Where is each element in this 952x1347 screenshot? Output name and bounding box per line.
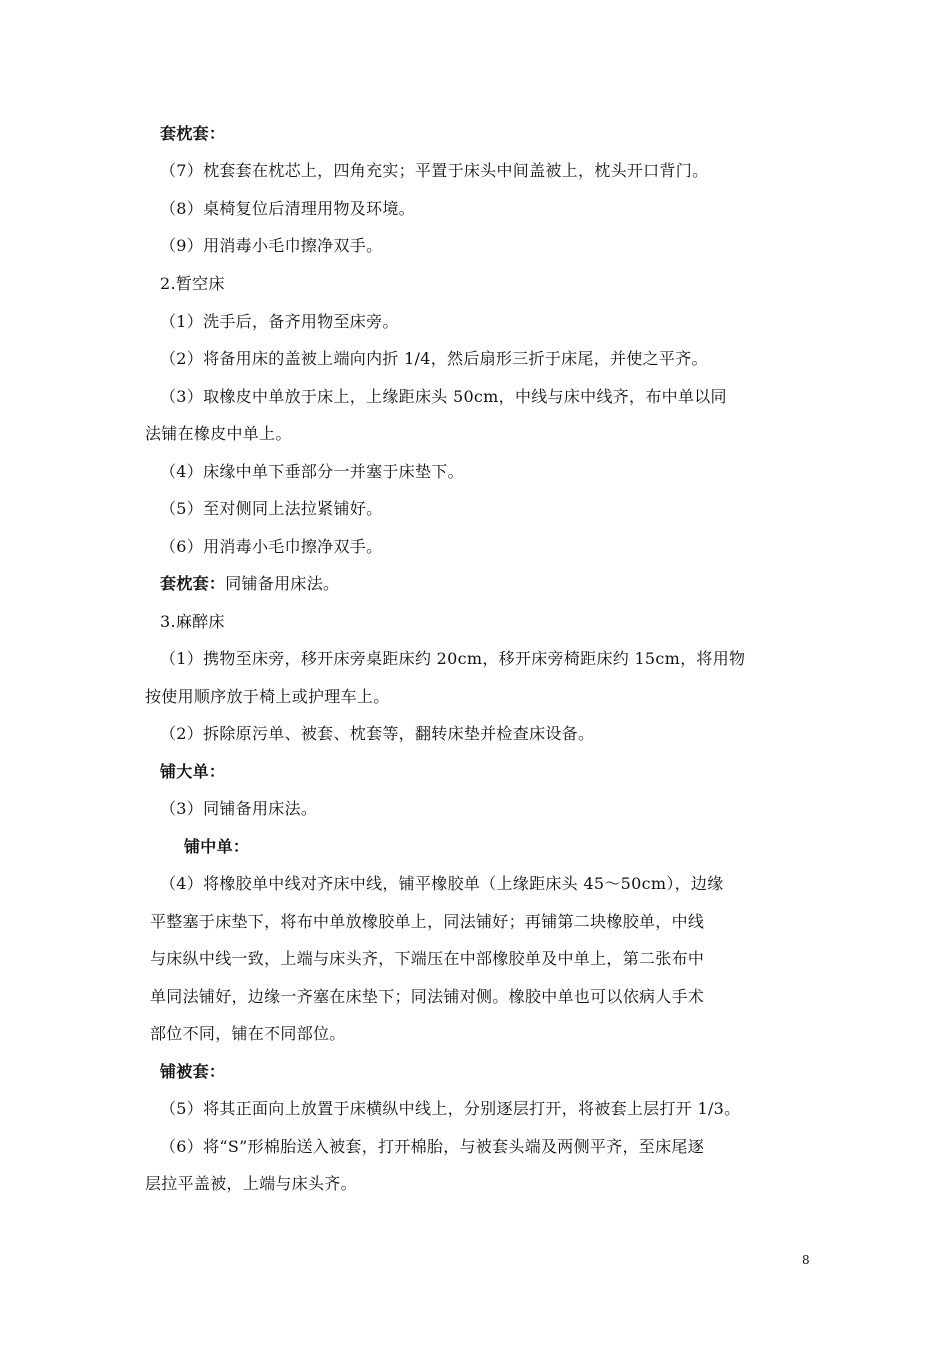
section-heading-anesthesia-bed: 3.麻醉床	[160, 612, 225, 631]
paragraph-line: （5）将其正面向上放置于床横纵中线上，分别逐层打开，将被套上层打开 1/3。	[160, 1099, 741, 1118]
paragraph-line: （4）床缘中单下垂部分一并塞于床垫下。	[160, 462, 464, 481]
paragraph-line: （3）同铺备用床法。	[160, 799, 318, 818]
paragraph-line: 按使用顺序放于椅上或护理车上。	[145, 687, 390, 706]
paragraph-line: 层拉平盖被，上端与床头齐。	[145, 1174, 357, 1193]
paragraph-line: （7）枕套套在枕芯上，四角充实；平置于床头中间盖被上，枕头开口背门。	[160, 161, 709, 180]
paragraph-line: 单同法铺好，边缘一齐塞在床垫下；同法铺对侧。橡胶中单也可以依病人手术	[150, 987, 705, 1006]
heading-pillowcase: 套枕套：	[160, 574, 226, 593]
section-heading-temporary-bed: 2.暂空床	[160, 274, 225, 293]
paragraph-line: （1）洗手后，备齐用物至床旁。	[160, 312, 399, 331]
paragraph-line: （5）至对侧同上法拉紧铺好。	[160, 499, 383, 518]
heading-large-sheet: 铺大单：	[160, 762, 226, 781]
paragraph-line: （2）拆除原污单、被套、枕套等，翻转床垫并检查床设备。	[160, 724, 595, 743]
paragraph-line: （9）用消毒小毛巾擦净双手。	[160, 236, 383, 255]
heading-quilt-cover: 铺被套：	[160, 1062, 226, 1081]
paragraph-line: （8）桌椅复位后清理用物及环境。	[160, 199, 415, 218]
paragraph-line: （2）将备用床的盖被上端向内折 1/4，然后扇形三折于床尾，并使之平齐。	[160, 349, 708, 368]
paragraph-line: （6）用消毒小毛巾擦净双手。	[160, 537, 383, 556]
heading-pillowcase: 套枕套：	[160, 124, 226, 143]
paragraph-line: （1）携物至床旁，移开床旁桌距床约 20cm，移开床旁椅距床约 15cm，将用物	[160, 649, 746, 668]
paragraph-line: 部位不同，铺在不同部位。	[150, 1024, 346, 1043]
paragraph-line: 平整塞于床垫下，将布中单放橡胶单上，同法铺好；再铺第二块橡胶单，中线	[150, 912, 705, 931]
page-number: 8	[802, 1253, 810, 1267]
paragraph-line: 法铺在橡皮中单上。	[145, 424, 292, 443]
heading-middle-sheet: 铺中单：	[184, 837, 250, 856]
paragraph-line: （4）将橡胶单中线对齐床中线，铺平橡胶单（上缘距床头 45～50cm），边缘	[160, 874, 724, 893]
paragraph-line: 与床纵中线一致，上端与床头齐，下端压在中部橡胶单及中单上，第二张布中	[150, 949, 705, 968]
pillowcase-line	[160, 573, 339, 595]
paragraph-line: （3）取橡皮中单放于床上，上缘距床头 50cm，中线与床中线齐，布中单以同	[160, 387, 727, 406]
paragraph-line: （6）将“S”形棉胎送入被套，打开棉胎，与被套头端及两侧平齐，至床尾逐	[160, 1137, 705, 1156]
paragraph-text: 同铺备用床法。	[225, 574, 340, 593]
